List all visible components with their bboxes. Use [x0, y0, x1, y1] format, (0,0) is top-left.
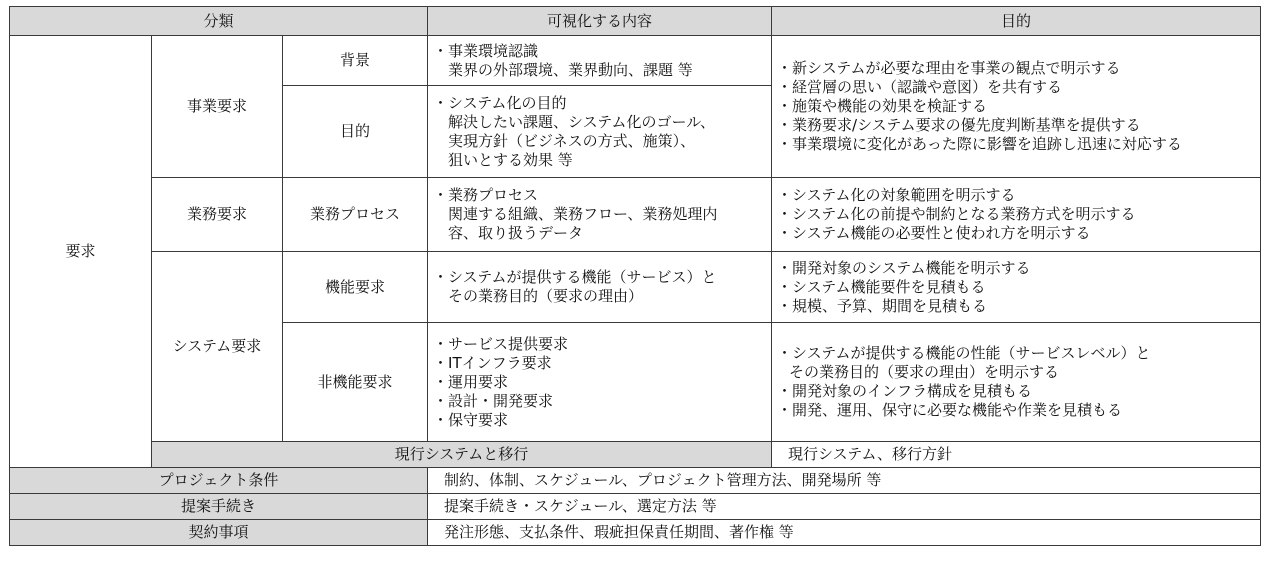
- table-row: [10, 36, 1261, 86]
- system-req-label: システム要求: [152, 252, 283, 442]
- purpose-line: ・規模、予算、期間を見積もる: [777, 296, 988, 315]
- header-purpose: 目的: [772, 7, 1261, 36]
- rfp-requirements-table: [9, 6, 1261, 546]
- business-purpose: [772, 36, 1261, 178]
- content-line: 業界の外部環境、業界動向、課題 等: [448, 60, 693, 79]
- objective-content: [428, 86, 772, 178]
- header-content: 可視化する内容: [428, 7, 772, 36]
- objective-label: 目的: [283, 86, 428, 178]
- business-req-label: 事業要求: [152, 36, 283, 178]
- nonfunctional-purpose: [772, 323, 1261, 442]
- content-line: 関連する組織、業務フロー、業務処理内: [448, 205, 718, 223]
- content-line: その業務目的（要求の理由）: [448, 287, 644, 305]
- content-line: ・設計・開発要求: [433, 391, 554, 410]
- purpose-line: ・開発対象のインフラ構成を見積もる: [777, 382, 1033, 400]
- purpose-line: ・施策や機能の効果を検証する: [777, 97, 988, 115]
- table-row: [10, 252, 1261, 323]
- operation-req-label: 業務要求: [152, 178, 283, 252]
- nonfunctional-label: 非機能要求: [283, 323, 428, 442]
- content-line: ・システム化の目的: [433, 93, 567, 112]
- content-line: 解決したい課題、システム化のゴール、: [448, 112, 716, 131]
- nonfunctional-content: [428, 323, 772, 442]
- migration-label: 現行システムと移行: [152, 442, 772, 468]
- purpose-line: ・システムが提供する機能の性能（サービスレベル）と: [777, 344, 1151, 362]
- contract-terms-label: 契約事項: [10, 520, 428, 546]
- process-purpose: [772, 178, 1261, 252]
- content-line: ・運用要求: [433, 372, 509, 391]
- table-row: [10, 442, 1261, 468]
- purpose-line: ・新システムが必要な理由を事業の観点で明示する: [777, 59, 1121, 77]
- table-row: [10, 494, 1261, 520]
- content-line: ・ITインフラ要求: [433, 353, 552, 372]
- proposal-procedure-content: 提案手続き・スケジュール、選定方法 等: [428, 494, 1261, 520]
- functional-label: 機能要求: [283, 252, 428, 323]
- purpose-line: ・事業環境に変化があった際に影響を追跡し迅速に対応する: [777, 135, 1182, 153]
- project-conditions-content: 制約、体制、スケジュール、プロジェクト管理方法、開発場所 等: [428, 468, 1261, 494]
- proposal-procedure-label: 提案手続き: [10, 494, 428, 520]
- migration-content: 現行システム、移行方針: [772, 442, 1261, 468]
- header-row: [10, 7, 1261, 36]
- process-content: [428, 178, 772, 252]
- contract-terms-content: 発注形態、支払条件、瑕疵担保責任期間、著作権 等: [428, 520, 1261, 546]
- content-line: ・事業環境認識: [433, 41, 539, 60]
- table-row: [10, 468, 1261, 494]
- purpose-line: ・システム化の前提や制約となる業務方式を明示する: [777, 205, 1136, 223]
- requirements-label: 要求: [10, 36, 152, 468]
- purpose-line: ・開発、運用、保守に必要な機能や作業を見積もる: [777, 401, 1123, 419]
- table-row: [10, 178, 1261, 252]
- purpose-line: ・システム化の対象範囲を明示する: [777, 186, 1016, 204]
- purpose-line: ・システム機能要件を見積もる: [777, 277, 986, 296]
- header-category: 分類: [10, 7, 428, 36]
- purpose-line: ・開発対象のシステム機能を明示する: [777, 258, 1031, 277]
- project-conditions-label: プロジェクト条件: [10, 468, 428, 494]
- content-line: ・保守要求: [433, 410, 509, 429]
- content-line: ・業務プロセス: [433, 186, 539, 204]
- functional-purpose: [772, 252, 1261, 323]
- purpose-line: ・業務要求/システム要求の優先度判断基準を提供する: [777, 116, 1141, 134]
- background-content: [428, 36, 772, 86]
- content-line: 容、取り扱うデータ: [448, 224, 584, 242]
- functional-content: [428, 252, 772, 323]
- purpose-line: ・経営層の思い（認識や意図）を共有する: [777, 78, 1063, 96]
- content-line: ・サービス提供要求: [433, 334, 569, 353]
- purpose-line: その業務目的（要求の理由）を明示する: [789, 363, 1060, 381]
- background-label: 背景: [283, 36, 428, 86]
- content-line: 狙いとする効果 等: [448, 150, 573, 169]
- process-label: 業務プロセス: [283, 178, 428, 252]
- purpose-line: ・システム機能の必要性と使われ方を明示する: [777, 224, 1091, 242]
- table-row: [10, 520, 1261, 546]
- content-line: 実現方針（ビジネスの方式、施策）、: [448, 131, 696, 150]
- content-line: ・システムが提供する機能（サービス）と: [433, 268, 717, 286]
